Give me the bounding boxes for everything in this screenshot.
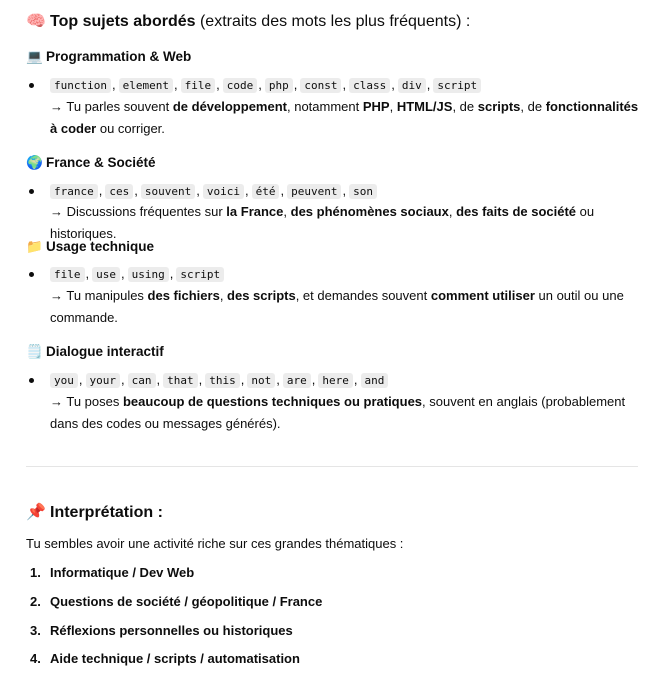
divider [26, 466, 638, 467]
word-list [50, 182, 377, 201]
keyword-chip: element [119, 78, 173, 93]
keyword-chip: class [349, 78, 390, 93]
comma-separator: , [311, 372, 316, 387]
comma-separator: , [121, 266, 125, 281]
text-run: , et demandes souvent [295, 288, 431, 303]
keyword-chip: are [283, 373, 311, 388]
text-run: → Tu manipules [50, 288, 148, 303]
pushpin-icon: 📌 [26, 504, 46, 521]
section-title-usage: 📁 Usage technique [26, 239, 155, 254]
text-run: un outil ou une commande. [50, 288, 624, 325]
bold-text: des faits de société [456, 204, 577, 219]
bold-text: comment utiliser [430, 288, 535, 303]
text-run: , de [520, 99, 546, 114]
text-run: , notamment [286, 99, 363, 114]
keyword-chip: use [92, 267, 120, 282]
keyword-chip: that [163, 373, 198, 388]
text-run: , [448, 204, 457, 219]
comma-separator: , [244, 183, 249, 198]
keyword-chip: your [86, 373, 121, 388]
keyword-chip: file [50, 267, 85, 282]
folder-icon: 📁 [26, 239, 43, 254]
keyword-chip: function [50, 78, 111, 93]
bold-text: des scripts [227, 288, 296, 303]
text-run: , [283, 204, 291, 219]
bold-text: fonctionnalités à coder [50, 99, 639, 136]
comma-separator: , [156, 372, 161, 387]
comma-separator: , [85, 266, 90, 281]
heading-rest: (extraits des mots les plus fréquents) : [195, 13, 471, 30]
text-run: → Tu poses [50, 394, 123, 409]
text-run: , [219, 288, 228, 303]
text-run: , [389, 99, 397, 114]
keyword-chip: and [361, 373, 389, 388]
section-title-programmation: 💻 Programmation & Web [26, 49, 192, 64]
bold-text: la France [226, 204, 284, 219]
comma-separator: , [353, 372, 358, 387]
keyword-chip: using [128, 267, 169, 282]
interpretation-intro: Tu sembles avoir une activité riche sur ces grandes thématiques : [26, 536, 404, 551]
keyword-chip: div [398, 78, 426, 93]
comma-separator: , [342, 77, 347, 92]
comma-separator: , [258, 77, 262, 92]
keyword-chip: php [265, 78, 293, 93]
notepad-icon: 🗒️ [26, 344, 43, 359]
keyword-chip: été [252, 184, 280, 199]
keyword-chip: france [50, 184, 98, 199]
bold-text: PHP [362, 99, 390, 114]
ordered-list-item: 2. Questions de société / géopolitique / France [30, 594, 323, 609]
keyword-chip: not [247, 373, 275, 388]
text-run: ou corriger. [96, 121, 165, 136]
brain-icon: 🧠 [26, 13, 46, 30]
section-title-france: 🌍 France & Société [26, 155, 156, 170]
section-title-dialogue: 🗒️ Dialogue interactif [26, 344, 164, 359]
keyword-chip: code [223, 78, 258, 93]
keyword-chip: script [433, 78, 481, 93]
comma-separator: , [293, 77, 298, 92]
comma-separator: , [391, 77, 395, 92]
word-list [50, 371, 388, 390]
comma-separator: , [196, 183, 200, 198]
bold-text: des phénomènes sociaux [290, 204, 449, 219]
bold-text: beaucoup de questions techniques ou pratiques [122, 394, 423, 409]
bullet-dot [29, 83, 34, 88]
comma-separator: , [98, 183, 103, 198]
ordered-list-item: 4. Aide technique / scripts / automatisation [30, 651, 300, 666]
keyword-chip: this [205, 373, 240, 388]
ordered-list-item: 3. Réflexions personnelles ou historiques [30, 623, 293, 638]
ordered-list-item: 1. Informatique / Dev Web [30, 565, 195, 580]
text-run: , de [452, 99, 478, 114]
comma-separator: , [280, 183, 285, 198]
keyword-chip: ces [105, 184, 133, 199]
laptop-icon: 💻 [26, 49, 43, 64]
heading-bold: Top sujets abordés [50, 13, 196, 30]
keyword-chip: souvent [141, 184, 195, 199]
comma-separator: , [111, 77, 116, 92]
bold-text: des fichiers [147, 288, 220, 303]
comma-separator: , [198, 372, 203, 387]
bullet-dot [29, 378, 34, 383]
comma-separator: , [426, 77, 431, 92]
word-list [50, 265, 224, 284]
bullet-dot [29, 189, 34, 194]
section-description [50, 285, 642, 329]
keyword-chip: son [349, 184, 377, 199]
text-run: → Tu parles souvent [50, 99, 173, 114]
comma-separator: , [216, 77, 220, 92]
bullet-dot [29, 272, 34, 277]
interpretation-heading: 📌 Interprétation : [26, 504, 163, 521]
comma-separator: , [342, 183, 347, 198]
comma-separator: , [173, 77, 178, 92]
comma-separator: , [169, 266, 174, 281]
section-description [50, 96, 642, 140]
keyword-chip: here [318, 373, 353, 388]
text-run: , souvent en anglais (probablement dans des codes ou messages générés). [50, 394, 626, 431]
keyword-chip: can [128, 373, 156, 388]
bold-text: HTML/JS [396, 99, 453, 114]
comma-separator: , [276, 372, 280, 387]
text-run: → Discussions fréquentes sur [50, 204, 227, 219]
comma-separator: , [78, 372, 83, 387]
word-list [50, 76, 481, 95]
keyword-chip: peuvent [287, 184, 341, 199]
keyword-chip: script [176, 267, 224, 282]
keyword-chip: file [181, 78, 216, 93]
keyword-chip: const [300, 78, 341, 93]
keyword-chip: you [50, 373, 78, 388]
globe-icon: 🌍 [26, 155, 43, 170]
topics-heading [26, 12, 470, 32]
section-description [50, 391, 642, 435]
bold-text: scripts [477, 99, 521, 114]
text-run: ou historiques. [50, 204, 595, 241]
keyword-chip: voici [203, 184, 244, 199]
bold-text: de développement [172, 99, 287, 114]
comma-separator: , [121, 372, 125, 387]
comma-separator: , [134, 183, 138, 198]
comma-separator: , [240, 372, 245, 387]
